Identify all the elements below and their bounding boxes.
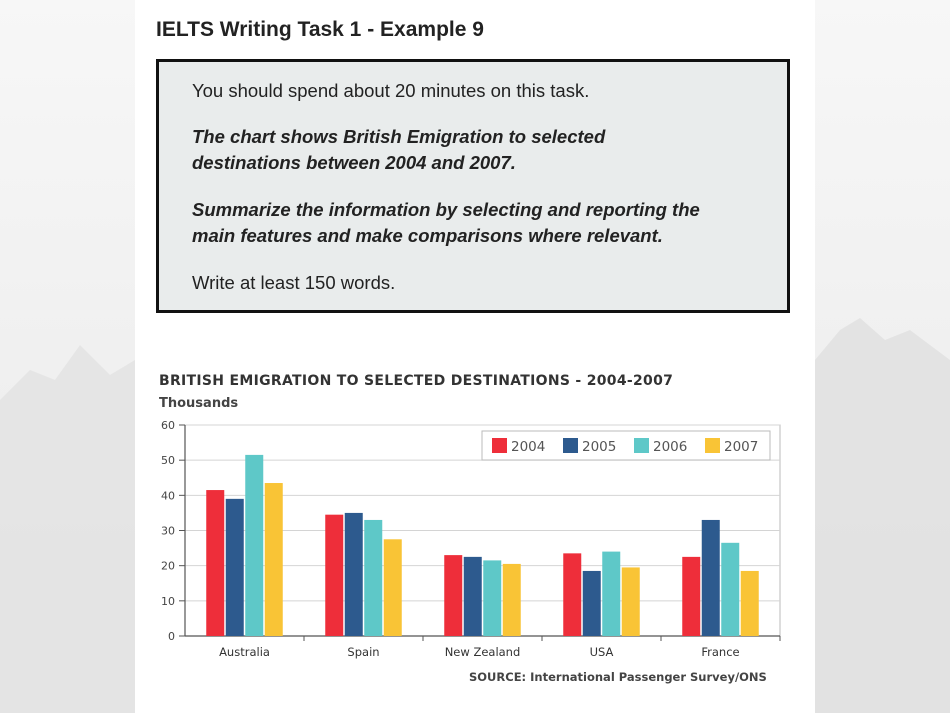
task-prompt-line2: destinations between 2004 and 2007. (192, 152, 516, 173)
y-axis-unit-label: Thousands (159, 396, 239, 411)
bar-australia-2007 (265, 483, 283, 636)
task-time-text: You should spend about 20 minutes on this task. (192, 80, 590, 101)
bar-france-2004 (682, 557, 700, 636)
bar-spain-2006 (364, 520, 382, 636)
chart-title: BRITISH EMIGRATION TO SELECTED DESTINATIONS - 2004-2007 (159, 373, 674, 389)
bar-usa-2006 (602, 552, 620, 636)
left-mountain-decoration (0, 0, 135, 713)
y-tick-label: 50 (161, 454, 175, 468)
right-background (815, 0, 950, 713)
legend-label-2005: 2005 (582, 439, 617, 455)
y-tick-label: 0 (168, 630, 175, 643)
legend-label-2007: 2007 (724, 439, 759, 455)
task-prompt-line1: The chart shows British Emigration to selected (192, 126, 606, 147)
bar-usa-2007 (622, 567, 640, 636)
bar-new-zealand-2006 (483, 560, 501, 636)
x-tick-label: Australia (219, 645, 270, 659)
y-tick-label: 30 (161, 524, 175, 538)
bar-spain-2007 (384, 539, 402, 636)
x-tick-label: Spain (347, 645, 380, 659)
bar-new-zealand-2007 (503, 564, 521, 636)
legend-swatch-2007 (705, 438, 720, 453)
content-page (135, 0, 815, 713)
bar-usa-2005 (583, 571, 601, 636)
right-mountain-decoration (815, 0, 950, 713)
left-background (0, 0, 135, 713)
bar-australia-2005 (226, 499, 244, 636)
x-tick-label: New Zealand (444, 645, 521, 659)
bar-france-2007 (741, 571, 759, 636)
y-tick-label: 10 (161, 594, 175, 608)
bar-spain-2005 (345, 513, 363, 636)
bar-usa-2004 (563, 553, 581, 636)
y-tick-label: 40 (161, 489, 175, 503)
y-tick-label: 60 (161, 419, 175, 432)
legend-swatch-2006 (634, 438, 649, 453)
legend-label-2004: 2004 (511, 439, 546, 455)
bar-france-2005 (702, 520, 720, 636)
bar-australia-2006 (245, 455, 263, 636)
chart-source: SOURCE: International Passenger Survey/ONS (469, 670, 767, 684)
task-summary-line2: main features and make comparisons where relevant. (192, 225, 663, 246)
legend-swatch-2004 (492, 438, 507, 453)
legend-swatch-2005 (563, 438, 578, 453)
bar-new-zealand-2005 (464, 557, 482, 636)
x-tick-label: France (701, 645, 740, 659)
bar-france-2006 (721, 543, 739, 636)
y-tick-label: 20 (161, 559, 175, 573)
bar-new-zealand-2004 (444, 555, 462, 636)
x-tick-label: USA (589, 645, 614, 659)
task-summary-line1: Summarize the information by selecting and reporting the (192, 199, 700, 220)
bar-chart (135, 0, 815, 713)
task-wordcount-text: Write at least 150 words. (192, 272, 396, 293)
legend-label-2006: 2006 (653, 439, 688, 455)
bar-spain-2004 (325, 515, 343, 636)
page-title: IELTS Writing Task 1 - Example 9 (156, 18, 484, 41)
bar-australia-2004 (206, 490, 224, 636)
